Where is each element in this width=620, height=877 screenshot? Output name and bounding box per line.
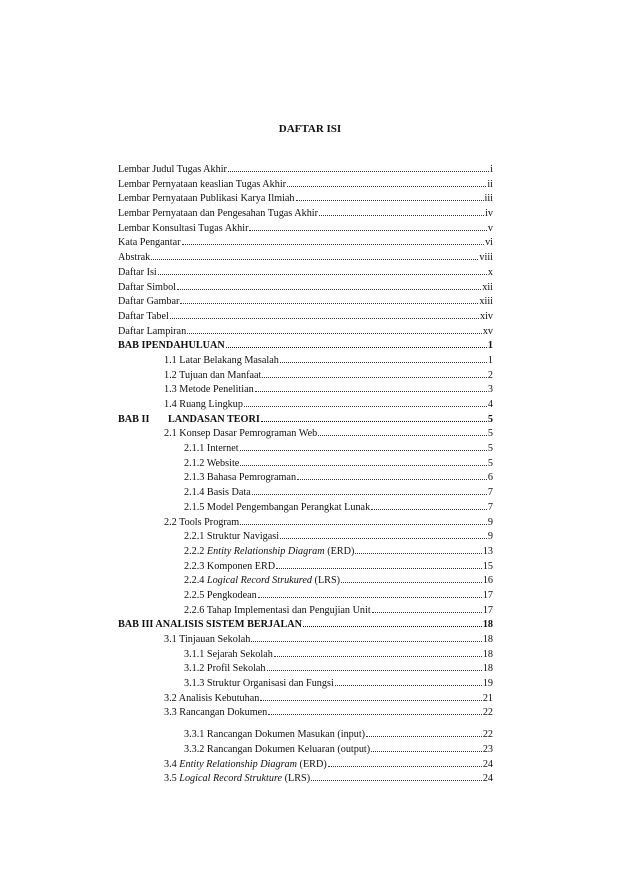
- toc-page: 13: [482, 545, 493, 557]
- toc-label: 2.2.6 Tahap Implementasi dan Pengujian Unit: [184, 604, 371, 616]
- leader-dots: [226, 338, 487, 348]
- toc-page: 3: [487, 384, 493, 396]
- toc-page: 18: [482, 634, 493, 645]
- toc-page: xiv: [479, 310, 493, 322]
- toc-section-1-3[interactable]: [118, 382, 493, 397]
- leader-dots: [355, 544, 481, 554]
- leader-dots: [170, 309, 479, 319]
- toc-section-3-2[interactable]: [118, 691, 493, 706]
- toc-section-1-4[interactable]: [118, 397, 493, 412]
- toc-label: 2.1.4 Basis Data: [184, 487, 251, 499]
- toc-subsection-2-1-5[interactable]: [118, 500, 493, 515]
- toc-subsection-3-3-1[interactable]: [118, 727, 493, 742]
- toc-subsection-2-2-5[interactable]: [118, 588, 493, 603]
- toc-page: 1: [487, 354, 493, 366]
- leader-dots: [240, 515, 487, 525]
- label-suffix: (LRS): [312, 575, 341, 587]
- toc-label: Lembar Konsultasi Tugas Akhir: [118, 222, 249, 234]
- toc-entry-abstrak[interactable]: [118, 250, 493, 265]
- table-of-contents: [118, 162, 493, 786]
- toc-section-3-3[interactable]: [118, 705, 493, 720]
- toc-label: Kata Pengantar: [118, 237, 181, 249]
- toc-subsection-2-1-1[interactable]: [118, 441, 493, 456]
- toc-label: 2.1.3 Bahasa Pemrograman: [184, 472, 297, 484]
- toc-label: Daftar Isi: [118, 266, 157, 278]
- toc-label: 3.2 Analisis Kebutuhan: [164, 692, 260, 704]
- toc-page: 5: [487, 413, 493, 425]
- toc-page: 21: [482, 692, 493, 704]
- leader-dots: [267, 661, 482, 671]
- toc-label: 2.1 Konsep Dasar Pemrograman Web: [164, 428, 318, 440]
- toc-label: Daftar Lampiran: [118, 325, 187, 337]
- leader-dots: [251, 632, 481, 642]
- leader-dots: [366, 727, 482, 737]
- toc-page: 24: [482, 773, 493, 785]
- toc-subsection-2-2-2[interactable]: [118, 544, 493, 559]
- chapter-title: LANDASAN TEORI: [168, 413, 260, 425]
- toc-entry-pengesahan[interactable]: [118, 206, 493, 221]
- toc-entry-konsultasi[interactable]: [118, 221, 493, 236]
- leader-dots: [255, 382, 487, 392]
- toc-label: Lembar Pernyataan Publikasi Karya Ilmiah: [118, 193, 295, 205]
- toc-page: x: [487, 266, 493, 278]
- toc-label: 2.2 Tools Program: [164, 516, 240, 528]
- toc-subsection-2-2-4[interactable]: [118, 573, 493, 588]
- page-title: DAFTAR ISI: [278, 123, 342, 135]
- toc-subsection-3-1-2[interactable]: [118, 661, 493, 676]
- label-italic: Entity Relationship Diagram: [206, 545, 325, 557]
- label-italic: Entity Relationship Diagram: [179, 758, 297, 770]
- leader-dots: [158, 265, 487, 275]
- toc-page: iii: [484, 193, 493, 205]
- label-italic: Logical Record Strukture: [179, 773, 283, 785]
- toc-entry-daftar-simbol[interactable]: [118, 280, 493, 295]
- chapter-number: BAB I: [118, 340, 146, 352]
- leader-dots: [341, 573, 482, 583]
- toc-label: Lembar Pernyataan keaslian Tugas Akhir: [118, 178, 287, 190]
- leader-dots: [371, 742, 482, 752]
- leader-dots: [258, 588, 482, 598]
- toc-page: 1: [487, 340, 493, 352]
- toc-page: 24: [482, 758, 493, 770]
- leader-dots: [249, 221, 486, 231]
- leader-dots: [187, 324, 482, 334]
- chapter-title: ANALISIS SISTEM BERJALAN: [155, 619, 303, 631]
- leader-dots: [177, 280, 481, 290]
- leader-dots: [280, 353, 487, 363]
- leader-dots: [371, 500, 487, 510]
- toc-label: 3.1 Tinjauan Sekolah: [164, 634, 251, 645]
- toc-page: 2: [487, 369, 493, 381]
- toc-page: 7: [487, 487, 493, 499]
- chapter-heading: [118, 413, 260, 428]
- toc-page: xv: [482, 325, 493, 337]
- toc-chapter-3[interactable]: [118, 617, 493, 632]
- toc-section-3-1[interactable]: [118, 632, 493, 647]
- toc-page: 16: [482, 575, 493, 587]
- toc-label: 1.4 Ruang Lingkup: [164, 399, 243, 410]
- label-prefix: 3.5: [164, 773, 180, 785]
- toc-label: [184, 545, 354, 560]
- leader-dots: [276, 559, 482, 569]
- chapter-number: BAB III: [118, 619, 154, 631]
- toc-page: 5: [487, 443, 493, 455]
- toc-page: xiii: [479, 296, 493, 308]
- toc-subsection-3-3-2[interactable]: [118, 742, 493, 757]
- chapter-heading: [118, 339, 225, 354]
- toc-subsection-2-1-4[interactable]: [118, 485, 493, 500]
- toc-page: vi: [485, 237, 493, 249]
- leader-dots: [328, 757, 482, 767]
- leader-dots: [151, 250, 478, 260]
- leader-dots: [228, 162, 489, 172]
- leader-dots: [262, 368, 487, 378]
- toc-page: 18: [482, 648, 493, 660]
- label-prefix: 2.2.2: [184, 545, 207, 557]
- toc-label: Daftar Tabel: [118, 310, 169, 322]
- leader-dots: [287, 177, 486, 187]
- leader-dots: [303, 617, 482, 627]
- leader-dots: [261, 412, 487, 422]
- toc-label: [184, 574, 340, 589]
- toc-label: [164, 772, 310, 787]
- toc-entry-daftar-lampiran[interactable]: [118, 324, 493, 339]
- toc-subsection-2-1-3[interactable]: [118, 470, 493, 485]
- label-italic: Logical Record Strukured: [206, 575, 312, 587]
- toc-page: 6: [487, 472, 493, 484]
- toc-page: 18: [482, 619, 493, 631]
- toc-subsection-2-1-2[interactable]: [118, 456, 493, 471]
- toc-page: v: [487, 222, 493, 234]
- toc-page: viii: [479, 252, 493, 264]
- leader-dots: [335, 676, 482, 686]
- toc-page: 4: [487, 399, 493, 410]
- leader-dots: [252, 485, 487, 495]
- toc-page: xii: [482, 281, 493, 293]
- toc-label: 2.2.1 Struktur Navigasi: [184, 531, 280, 543]
- leader-dots: [280, 529, 487, 539]
- toc-label: Daftar Simbol: [118, 281, 177, 293]
- toc-chapter-1[interactable]: [118, 338, 493, 353]
- toc-subsection-2-2-3[interactable]: [118, 559, 493, 574]
- toc-page: 22: [482, 707, 493, 719]
- leader-dots: [268, 705, 482, 715]
- toc-subsection-3-1-1[interactable]: [118, 647, 493, 662]
- toc-section-2-1[interactable]: [118, 426, 493, 441]
- toc-label: 3.1.1 Sejarah Sekolah: [184, 648, 273, 660]
- leader-dots: [372, 603, 482, 613]
- leader-dots: [319, 206, 484, 216]
- toc-page: ii: [487, 178, 493, 190]
- toc-page: 19: [482, 678, 493, 690]
- toc-label: 2.2.3 Komponen ERD: [184, 560, 276, 572]
- label-prefix: 3.4: [164, 758, 180, 770]
- toc-entry-keaslian[interactable]: [118, 177, 493, 192]
- toc-page: 7: [487, 501, 493, 513]
- leader-dots: [297, 470, 487, 480]
- toc-label: Daftar Gambar: [118, 296, 180, 308]
- toc-label: 3.1.2 Profil Sekolah: [184, 663, 266, 675]
- toc-label: 2.1.2 Website: [184, 457, 240, 469]
- toc-page: iv: [485, 208, 493, 220]
- toc-page: 17: [482, 604, 493, 616]
- toc-label: 3.1.3 Struktur Organisasi dan Fungsi: [184, 678, 334, 690]
- leader-dots: [240, 456, 487, 466]
- toc-subsection-3-1-3[interactable]: [118, 676, 493, 691]
- toc-label: 1.2 Tujuan dan Manfaat: [164, 369, 262, 381]
- toc-entry-daftar-tabel[interactable]: [118, 309, 493, 324]
- toc-page: 18: [482, 663, 493, 675]
- toc-label: [164, 758, 327, 773]
- chapter-number: BAB II: [118, 413, 150, 425]
- toc-page: 5: [487, 457, 493, 469]
- label-prefix: 2.2.4: [184, 575, 207, 587]
- toc-section-1-2[interactable]: [118, 368, 493, 383]
- toc-entry-daftar-isi[interactable]: [118, 265, 493, 280]
- toc-subsection-2-2-6[interactable]: [118, 603, 493, 618]
- toc-page: 5: [487, 428, 493, 440]
- toc-page: 9: [487, 531, 493, 543]
- leader-dots: [244, 397, 487, 407]
- leader-dots: [260, 691, 481, 701]
- chapter-title: PENDAHULUAN: [145, 340, 225, 352]
- label-suffix: (LRS): [282, 773, 311, 785]
- toc-entry-kata-pengantar[interactable]: [118, 235, 493, 250]
- toc-label: Lembar Judul Tugas Akhir: [118, 164, 227, 175]
- leader-dots: [180, 294, 478, 304]
- toc-page: 23: [482, 743, 493, 755]
- toc-section-1-1[interactable]: [118, 353, 493, 368]
- toc-page: 15: [482, 560, 493, 572]
- leader-dots: [296, 191, 484, 201]
- leader-dots: [318, 426, 487, 436]
- leader-dots: [274, 647, 482, 657]
- toc-label: 2.2.5 Pengkodean: [184, 589, 257, 601]
- toc-section-3-5[interactable]: [118, 771, 493, 786]
- toc-page: i: [490, 164, 493, 175]
- toc-label: 3.3.1 Rancangan Dokumen Masukan (input): [184, 729, 366, 741]
- toc-label: Abstrak: [118, 252, 151, 264]
- toc-chapter-2[interactable]: [118, 412, 493, 427]
- toc-section-3-4[interactable]: [118, 757, 493, 772]
- toc-label: 1.3 Metode Penelitian: [164, 384, 254, 396]
- label-suffix: (ERD): [324, 545, 355, 557]
- toc-label: 2.1.5 Model Pengembangan Perangkat Lunak: [184, 501, 371, 513]
- toc-page: 22: [482, 729, 493, 741]
- chapter-heading: [118, 618, 302, 633]
- leader-dots: [311, 771, 482, 781]
- toc-entry-judul[interactable]: [118, 162, 493, 177]
- leader-dots: [182, 235, 485, 245]
- leader-dots: [240, 441, 487, 451]
- toc-entry-publikasi[interactable]: [118, 191, 493, 206]
- toc-page: 9: [487, 516, 493, 528]
- label-suffix: (ERD): [297, 758, 327, 770]
- toc-entry-daftar-gambar[interactable]: [118, 294, 493, 309]
- toc-label: 2.1.1 Internet: [184, 443, 239, 455]
- toc-label: 1.1 Latar Belakang Masalah: [164, 354, 279, 366]
- toc-label: 3.3.2 Rancangan Dokumen Keluaran (output): [184, 743, 371, 755]
- toc-label: Lembar Pernyataan dan Pengesahan Tugas Akhir: [118, 208, 319, 220]
- toc-subsection-2-2-1[interactable]: [118, 529, 493, 544]
- toc-page: 17: [482, 589, 493, 601]
- toc-section-2-2[interactable]: [118, 515, 493, 530]
- toc-label: 3.3 Rancangan Dokumen: [164, 707, 268, 719]
